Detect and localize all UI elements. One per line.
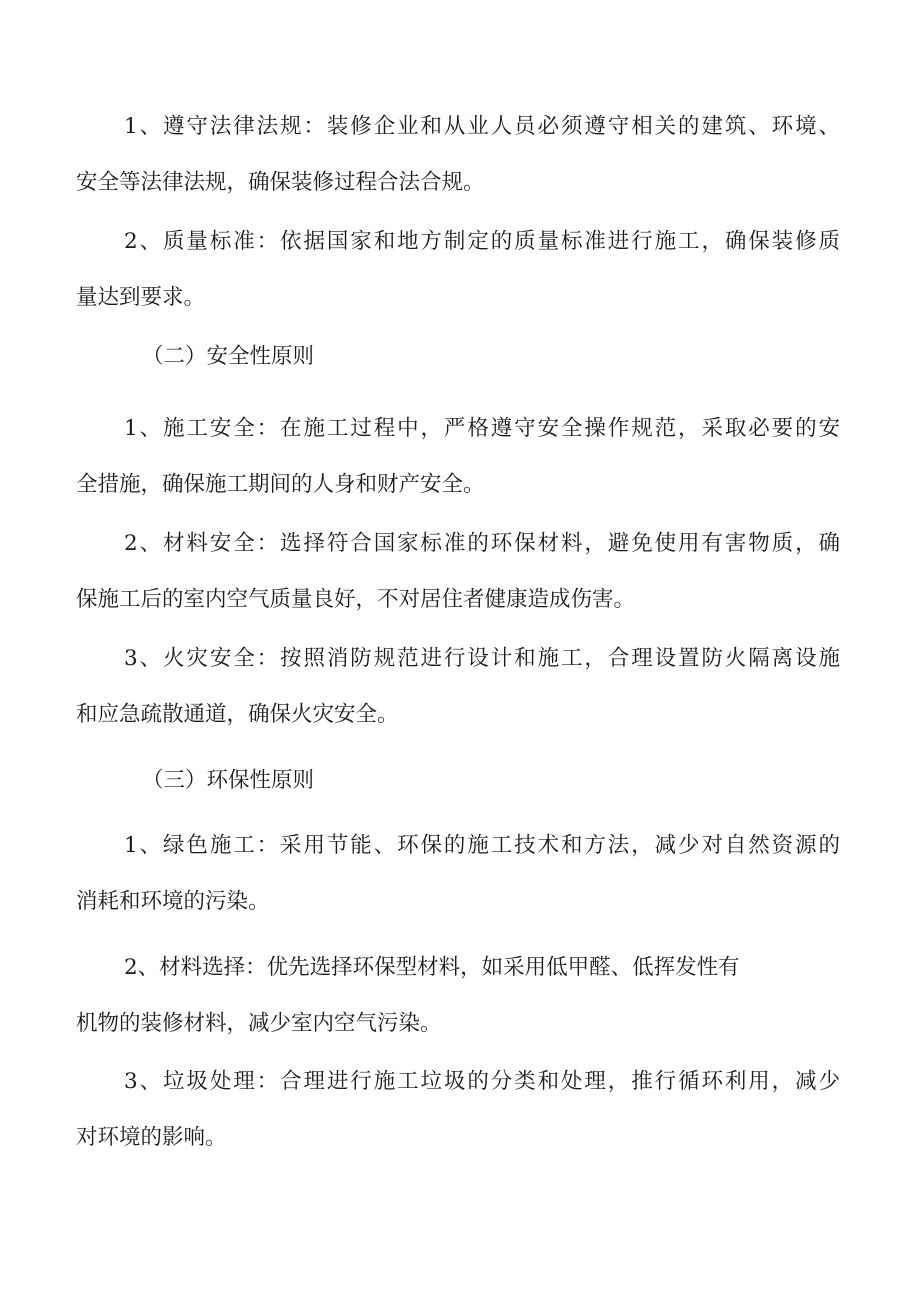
text-line-5: 1、施工安全：在施工过程中，严格遵守安全操作规范，采取必要的安	[124, 416, 840, 441]
text-line-14: 机物的装修材料，减少室内空气污染。	[76, 1011, 442, 1036]
text-line-9: 3、火灾安全：按照消防规范进行设计和施工，合理设置防火隔离设施	[124, 646, 840, 671]
text-line-8: 保施工后的室内空气质量良好，不对居住者健康造成伤害。	[76, 587, 636, 612]
text-line-11: 1、绿色施工：采用节能、环保的施工技术和方法，减少对自然资源的	[124, 833, 840, 858]
text-line-2: 安全等法律法规，确保装修过程合法合规。	[76, 170, 485, 195]
text-line-12: 消耗和环境的污染。	[76, 889, 270, 914]
text-line-15: 3、垃圾处理：合理进行施工垃圾的分类和处理，推行循环利用，减少	[124, 1069, 840, 1094]
text-line-4: 量达到要求。	[76, 285, 206, 310]
section-heading-environment: （三）环保性原则	[142, 768, 315, 793]
text-line-6: 全措施，确保施工期间的人身和财产安全。	[76, 472, 485, 497]
text-line-7: 2、材料安全：选择符合国家标准的环保材料，避免使用有害物质，确	[124, 531, 840, 556]
text-line-1: 1、遵守法律法规：装修企业和从业人员必须遵守相关的建筑、环境、	[124, 114, 840, 139]
text-line-16: 对环境的影响。	[76, 1125, 227, 1150]
text-line-13: 2、材料选择：优先选择环保型材料，如采用低甲醛、低挥发性有	[124, 955, 740, 980]
text-line-3: 2、质量标准：依据国家和地方制定的质量标准进行施工，确保装修质	[124, 229, 840, 254]
section-heading-safety: （二）安全性原则	[142, 344, 315, 369]
text-line-10: 和应急疏散通道，确保火灾安全。	[76, 702, 399, 727]
